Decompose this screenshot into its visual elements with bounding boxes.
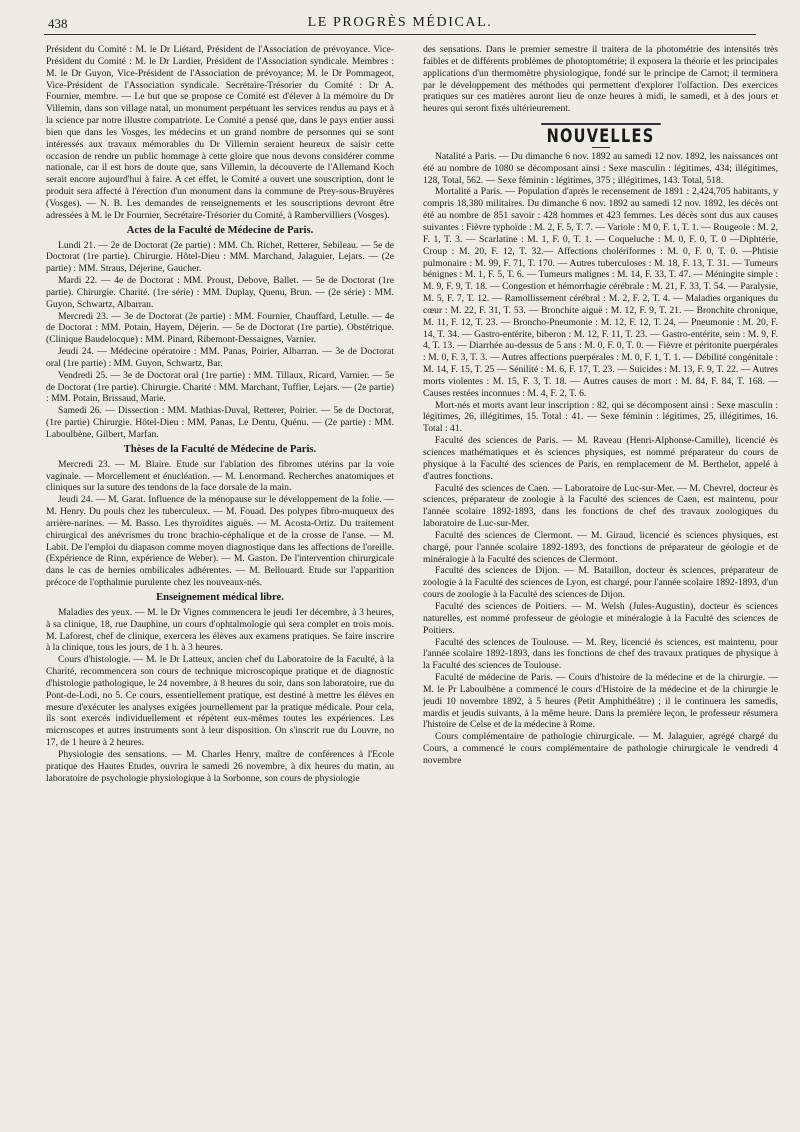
actes-entry: Vendredi 25. — 3e de Doctorat oral (1re partie) : MM. Tillaux, Ricard, Varnier. — 5e de Doctorat (1re partie). Chirurgie. Charité : MM. Marchant, Tuffier, Lejars. — (2e partie) : MM. Potain, Brissaud, Marie. xyxy=(46,369,394,405)
news-item: Mortalité a Paris. — Population d'après le recensement de 1891 : 2,424,705 habitants, y compris 18,380 militaires. Du dimanche 6 nov. 1892 au samedi 12 nov. 1892, les décès ont été au nombre de 851 savoir : 428 hommes et 423 femmes. Les décès sont dus aux causes suivantes : Fièvre typhoïde : M. 2, F. 5, T. 7. — Variole : M 0, F. 1, T. 1. — Rougeole : M. 2, F. 1, T. 3. — Scarlatine : M. 1, F. 0, T. 1. — Coqueluche : M. 0, F. 0, T. 0 —Diphtérie, Croup : M. 20, F. 12, T. 32.— Affections choléríformes : M. 0, F. 0, T. 0. —Phtisie pulmonaire : M. 99, F. 71, T. 170. — Autres tuberculoses : M. 18, F. 13, T. 31. — Tumeurs bénignes : M. 1, F. 5, T. 6. — Tumeurs malignes : M. 14, F. 33, T. 47. — Méningite simple : M. 9, F. 9, T. 18. — Congestion et hémorrhagie cérébrale : M. 21, F. 33, T. 54. — Paralysie, M. 5, F. 7, T. 12. — Ramollissement cérébral : M. 2, F. 2, T. 4. — Maladies organiques du cœur : M. 22, F. 31, T. 53. — Bronchite aiguë : M. 12, F. 9, T. 21. — Bronchite chronique, M. 11, F. 12, T. 23. — Broncho-Pneumonie : M. 12, F. 12, T. 24, — Pneumonie : M. 20, F. 14, T. 34. — Gastro-entérite, biberon : M. 12, F. 11, T. 23. — Gastro-entérite, sein : M. 9, F. 4, T. 13. — Diarrhée au-dessus de 5 ans : M. 0, F. 0, T. 0. — Fièvre et péritonite puerpérales : M. 0, F. 3, T. 3. — Autres affections puerpérales : M. 0, F. 1, T. 1. — Débilité congénitale : M. 14, F. 15, T. 25 — Sénilité : M. 6, F. 17, T. 23. — Suicides : M. 13, F. 9, T. 22. — Autres morts violentes : M. 15, F. 3, T. 18. — Autres causes de mort : M. 84, F. 84, T. 168. — Causes restées inconnues : M. 4, F. 2, T. 6. xyxy=(423,186,778,399)
theses-heading: Thèses de la Faculté de Médecine de Paris. xyxy=(123,443,317,455)
theses-entry: Mercredi 23. — M. Blaire. Etude sur l'ablation des fibromes utérins par la voie vaginale. — Morcellement et énucléation. — M. Lenormand. Recherches anatomiques et cliniques sur la suture des tendons de la face dorsale de la main. xyxy=(46,458,394,494)
left-column xyxy=(46,44,394,1124)
enseignement-heading: Enseignement médical libre. xyxy=(156,591,284,603)
actes-entry: Samedi 26. — Dissection : MM. Mathias-Duval, Retterer, Poirier. — 5e de Doctorat, (1re partie) Chirurgie. Hôtel-Dieu : MM. Panas, Le Dentu, Quénu. — (2e partie) : MM. Laboulbène, Gilbert, Marfan. xyxy=(46,405,394,440)
news-item: Faculté des sciences de Dijon. — M. Bataillon, docteur ès sciences, préparateur de zoologie à la Faculté des sciences de Lyon, est chargé, pour l'année scolaire 1892-1893, d'un cours de zoologie à la Faculté des sciences de Dijon. xyxy=(423,565,778,601)
news-item: Mort-nés et morts avant leur inscription : 82, qui se décomposent ainsi : Sexe masculin : légitimes, 26, illégitimes, 15. Total : 41. — Sexe féminin : légitimes, 25, illégitimes, 16. Total : 41. xyxy=(423,399,778,435)
news-item: Faculté de médecine de Paris. — Cours d'histoire de la médecine et de la chirurgie. — M. le Pr Laboulbène a commencé le cours d'Histoire de la médecine et de la chirurgie le jeudi 10 novembre 1892, à 5 heures (Petit Amphithéâtre) ; il le continuera les samedis, mardis et jeudis suivants, à la même heure. Dans la première leçon, le professeur résumera l'histoire de Celse et de la médecine à Rome. xyxy=(423,672,778,731)
news-item: Natalité a Paris. — Du dimanche 6 nov. 1892 au samedi 12 nov. 1892, les naissances ont été au nombre de 1080 se décomposant ainsi : Sexe masculin : légitimes, 434; illégitimes, 128, Total, 562. — Sexe féminin : légitimes, 375 ; illégitimes, 143. Total, 518. xyxy=(423,150,778,186)
news-item: Faculté des sciences de Caen. — Laboratoire de Luc-sur-Mer. — M. Chevrel, docteur ès sciences, préparateur de zoologie à la Faculté des sciences de Caen, est maintenu, pour l'année scolaire 1892-1893, dans les fonctions de chef des travaux zoologiques du laboratoire de Luc-sur-Mer. xyxy=(423,482,778,530)
right-column xyxy=(423,44,778,1124)
continued-paragraph: des sensations. Dans le premier semestre il traitera de la photométrie des intensités très faibles et de différents problèmes de photoptométrie; il exposera la théorie et les principales applications d'un thermomètre physiologique, fondé sur le principe de Carnot; il terminera par le développement des méthodes qui permettent d'explorer l'olfaction. Des exercices pratiques sur ces matières auront lieu de onze heures à midi, le samedi, et à des jours et heures qui seront fixés ultérieurement. xyxy=(423,44,778,115)
enseignement-entry: Physiologie des sensations. — M. Charles Henry, maître de conférences à l'Ecole pratique des Hautes Etudes, ouvrira le samedi 26 novembre, à dix heures du matin, au laboratoire de psychologie physiologique à la Sorbonne, son cours de physiologie xyxy=(46,748,394,784)
actes-heading: Actes de la Faculté de Médecine de Paris. xyxy=(126,224,314,236)
news-item: Faculté des sciences de Poitiers. — M. Welsh (Jules-Augustin), docteur ès sciences naturelles, est nommé professeur de géologie et minéralogie à la Faculté des sciences de Poitiers. xyxy=(423,600,778,636)
nouvelles-heading: NOUVELLES xyxy=(546,125,655,148)
theses-entry: Jeudi 24. — M. Garat. Influence de la ménopause sur le développement de la folie. — M. Henry. Du pouls chez les tuberculeux. — M. Fouad. Des polypes fibro-muqueux des arrière-narines. — M. Basso. Les thyroïdites aiguës. — M. Acosta-Ortiz. Du traitement chirurgical des anévrismes du tronc brachio-céphalique et de la crosse de l'anse. — M. Labit. De l'emploi du diapason comme moyen diagnostique dans les affections de l'oreille. (Expérience de Rinn, expérience de Weber). — M. Gaston. De l'intervention chirurgicale dans le cas de hernies ombilicales adhérentes. — M. Bellouard. Etude sur l'apparition précoce de l'opthalmie purulente chez les nouveaux-nés. xyxy=(46,494,394,589)
actes-entry: Mercredi 23. — 3e de Doctorat (2e partie) : MM. Fournier, Chauffard, Letulle. — 4e de Doctorat : MM. Potain, Hayem, Déjerin. — 5e de Doctorat (1re partie). Obstétrique. (Clinique Baudelocque) : MM. Pinard, Ribemont-Dessaignes, Varnier. xyxy=(46,310,394,346)
running-title: LE PROGRÈS MÉDICAL. xyxy=(307,15,493,30)
enseignement-entry: Cours d'histologie. — M. le Dr Latteux, ancien chef du Laboratoire de la Faculté, à la Charité, recommencera son cours de technique microscopique pratique et de diagnostic d'histologie pathologique, le 24 novembre, à 8 heures du soir, dans son laboratoire, rue du Pont-de-Lodi, no 5. Ce cours, essentiellement pratique, est destiné à mettre les élèves en mesure d'exécuter les analyses exigées journellement par la pratique médicale. Pour cela, ils sont exercés individuellement et répètent eux-mêmes toutes les expériences. Les microscopes et autres instruments sont à leur disposition. On s'inscrit rue du Louvre, no 17, de 1 heure à 2 heures. xyxy=(46,654,394,749)
page-number: 438 xyxy=(48,16,68,31)
page-header xyxy=(44,12,756,35)
actes-entry: Mardi 22. — 4e de Doctorat : MM. Proust, Debove, Ballet. — 5e de Doctorat (1re partie). Chirurgie. Charité. (1re série) : MM. Duplay, Quenu, Brun. — (2e série) : MM. Guyon, Schwartz, Albarran. xyxy=(46,275,394,310)
actes-entry: Lundi 21. — 2e de Doctorat (2e partie) : MM. Ch. Richet, Retterer, Sebileau. — 5e de Doctorat (1re partie). Chirurgie. Hôtel-Dieu : MM. Marchand, Jalaguier, Lejars. — (2e partie) : MM. Straus, Déjerine, Gaucher. xyxy=(46,239,394,275)
enseignement-entry: Maladies des yeux. — M. le Dr Vignes commencera le jeudi 1er décembre, à 3 heures, à sa clinique, 18, rue Dauphine, un cours d'ophtalmologie qui sera complet en trois mois. M. Laforest, chef de clinique, exercera les élèves aux examens pratiques. Se faire inscrire à la clinique, tous les jours, de 1 h. à 3 heures. xyxy=(46,606,394,654)
news-item: Cours complémentaire de pathologie chirurgicale. — M. Jalaguier, agrégé chargé du Cours, a commencé le cours complémentaire de pathologie chirurgicale le vendredi 4 novembre xyxy=(423,731,778,766)
news-item: Faculté des sciences de Paris. — M. Raveau (Henri-Alphonse-Camille), licencié ès sciences mathématiques et ès sciences physiques, est nommé préparateur du cours de physique à la Faculté des sciences de Paris, en remplacement de M. Berthelot, appelé à d'autres fonctions. xyxy=(423,435,778,482)
comite-paragraph: Président du Comité : M. le Dr Liétard, Président de l'Association de prévoyance. Vice-Président du Comité : M. le Dr Lardier, Président de l'Association syndicale. Membres : M. le Dr Guyon, Vice-Président de l'Association de prévoyance; M. le Dr Pommageot, Vice-Président de l'Association syndicale. Secrétaire-Trésorier du Comité : Dr A. Fournier, membre. — Le but que se propose ce Comité est d'élever à la mémoire du Dr Villemin, dans son village natal, un monument perpétuant les services rendus au pays et à la science par notre illustre compatriote. Le Comité a pensé que, dans le pays entier aussi bien que dans les Vosges, les médecins et un grand nombre de personnes qui se sont intéressés aux travaux mémorables du Dr Villemin seraient heureux de saisir cette occasion de rendre un public hommage à cette gloire que nous devons considérer comme nationale, car il est hors de doute que, sans Villemin, la découverte de l'Allemand Koch serait encore aujourd'hui à faire. A cet effet, le Comité a ouvert une souscription, dont le produit sera affecté à l'érection d'un monument dans la commune de Prey-sous-Bruyères (Vosges). — N. B. Les demandes de renseignements et les souscriptions devront être adressées à M. le Dr Fournier, Secrétaire-Trésorier du Comité, à Rambervilliers (Vosges). xyxy=(46,44,394,221)
actes-entry: Jeudi 24. — Médecine opératoire : MM. Panas, Poirier, Albarran. — 3e de Doctorat oral (1re partie) : MM. Guyon, Schwartz, Bar. xyxy=(46,346,394,369)
news-item: Faculté des sciences de Clermont. — M. Giraud, licencié ès sciences physiques, est chargé, pour l'année scolaire 1892-1893, des fonctions de préparateur de géologie et de minéralogie à la Faculté des sciences de Clermont. xyxy=(423,529,778,565)
news-item: Faculté des sciences de Toulouse. — M. Rey, licencié ès sciences, est maintenu, pour l'année scolaire 1892-1893, dans les fonctions de chef des travaux pratiques de physique à la Faculté des sciences de Toulouse. xyxy=(423,636,778,672)
